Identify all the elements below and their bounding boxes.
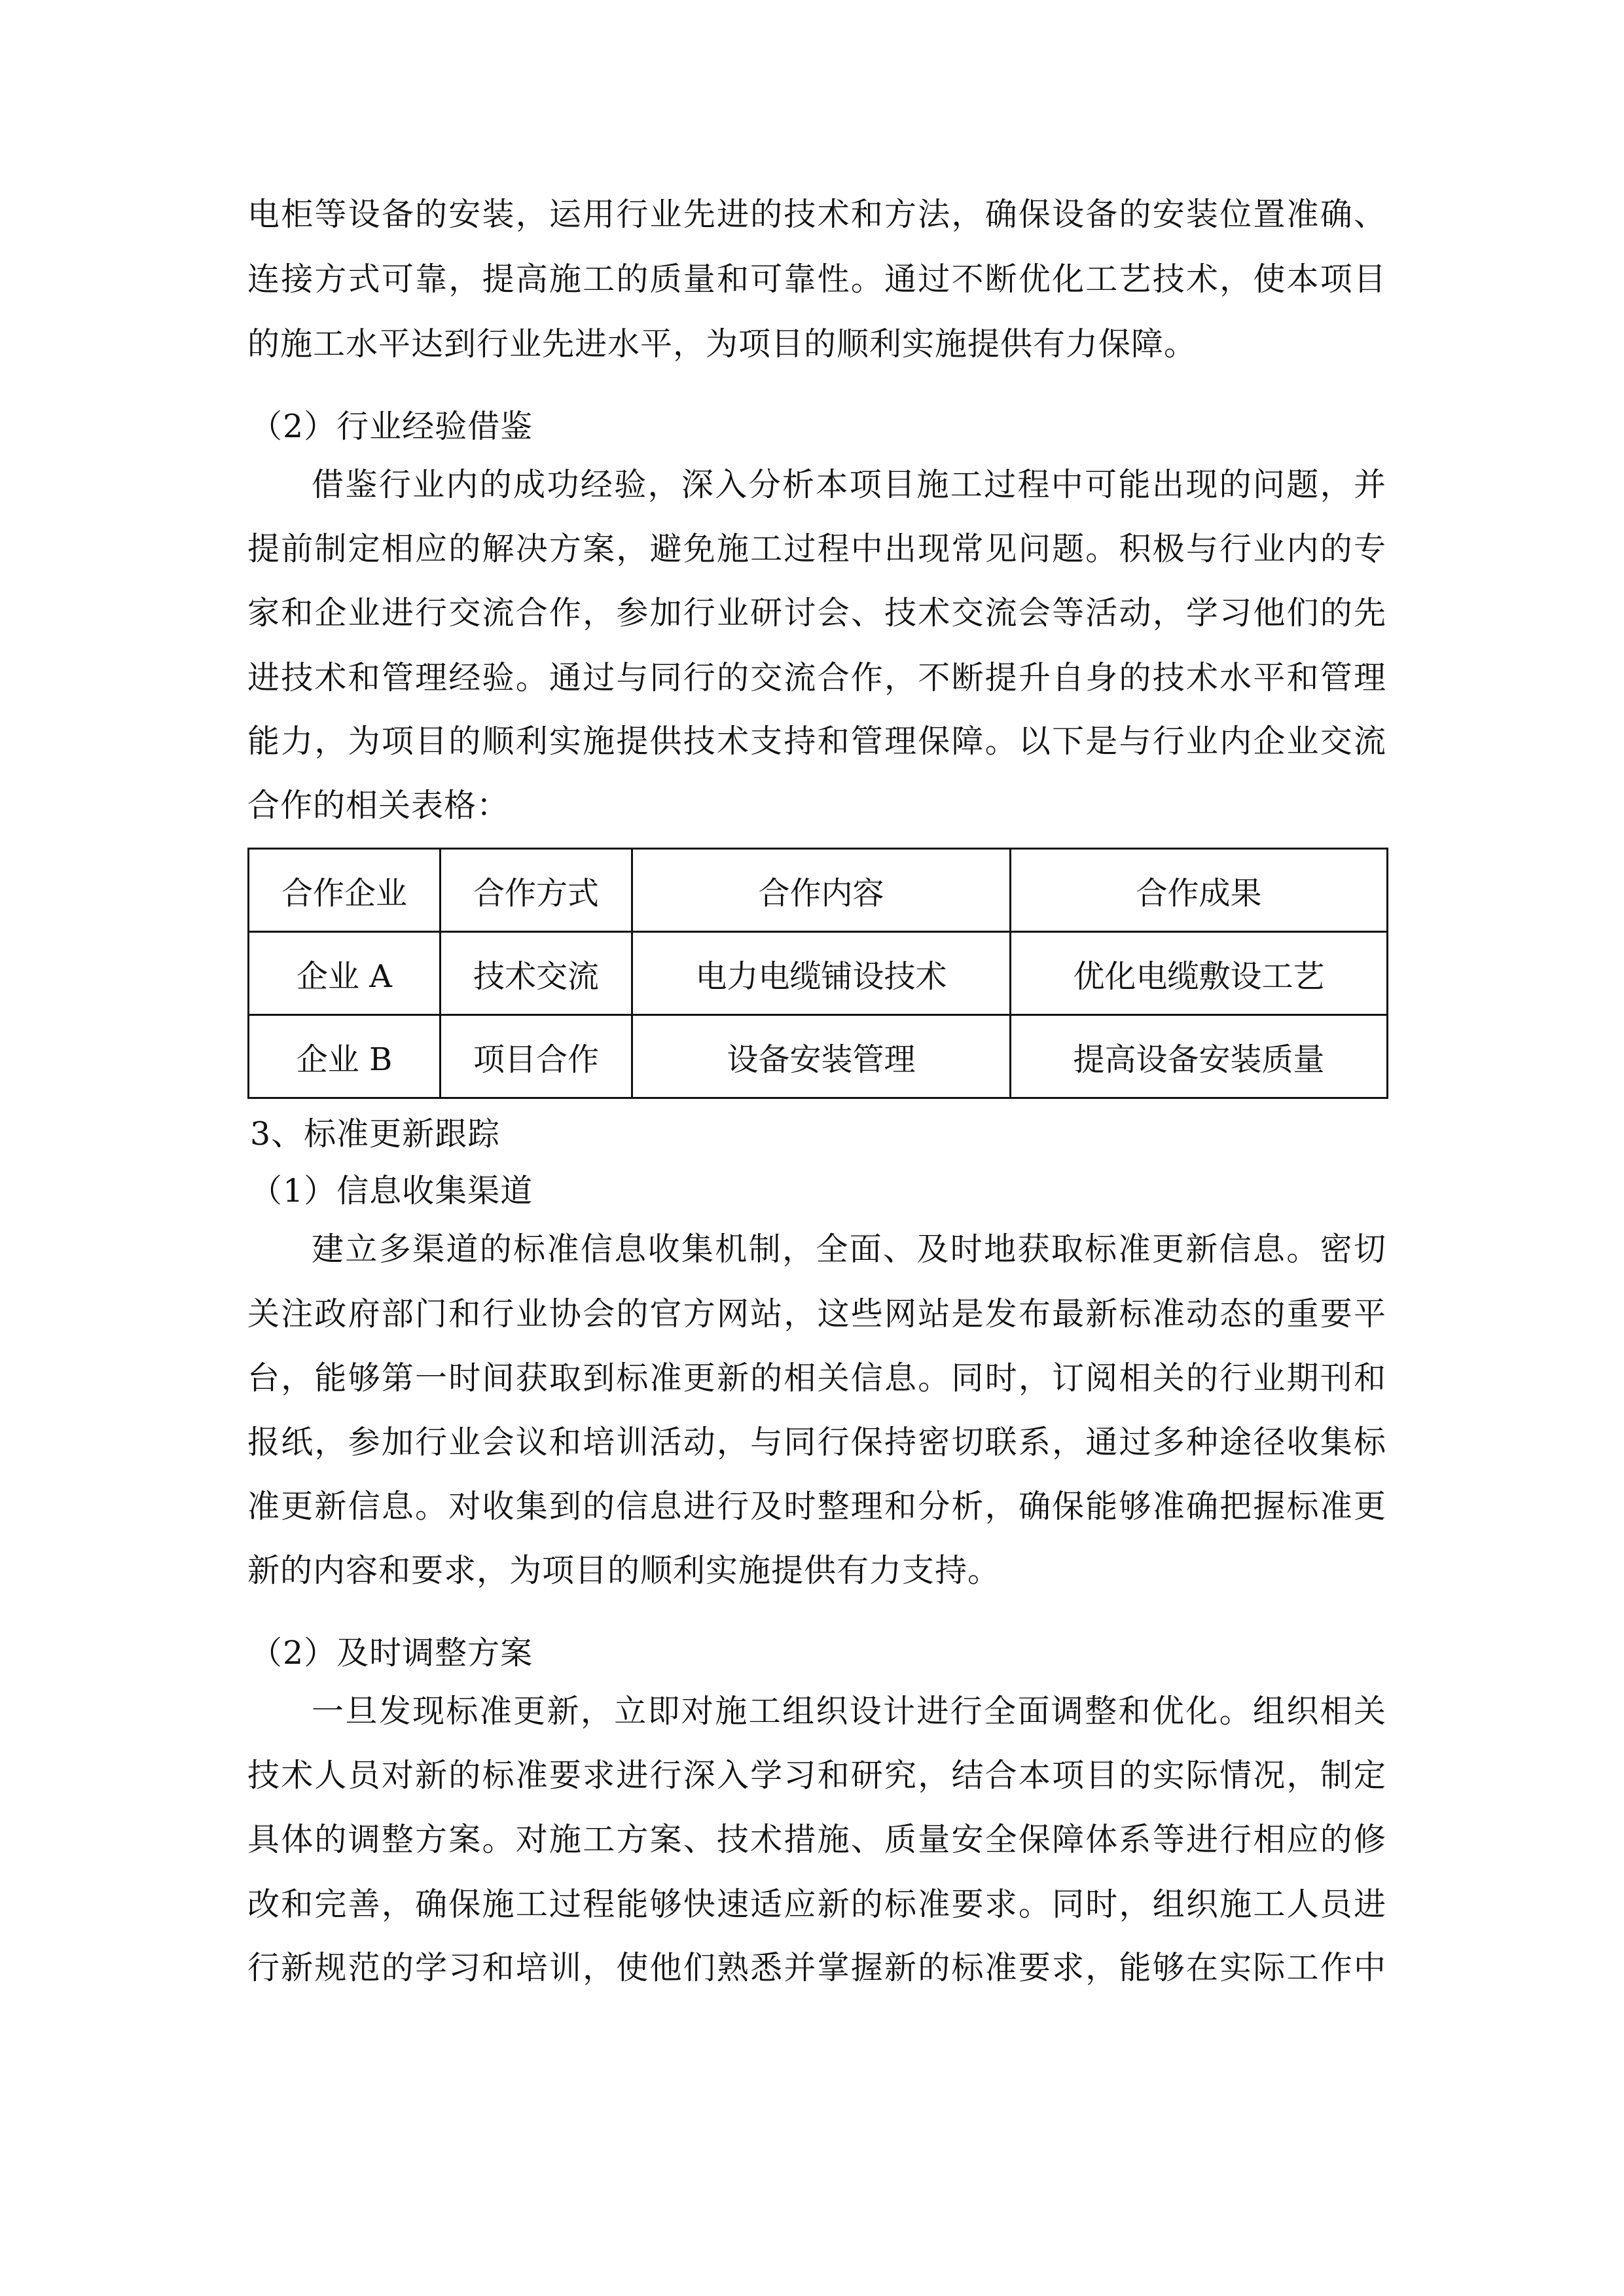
- paragraph-4-line-1: 一旦发现标准更新，立即对施工组织设计进行全面调整和优化。组织相关: [312, 1693, 1386, 1730]
- paragraph-1-line-1: 电柜等设备的安装，运用行业先进的技术和方法，确保设备的安装位置准确、: [247, 196, 1386, 233]
- paragraph-4-line-4: 改和完善，确保施工过程能够快速适应新的标准要求。同时，组织施工人员进: [247, 1886, 1386, 1923]
- paragraph-2-line-1: 借鉴行业内的成功经验，深入分析本项目施工过程中可能出现的问题，并: [312, 466, 1386, 503]
- table-cell: 项目合作: [441, 1015, 632, 1098]
- table-cell: 提高设备安装质量: [1011, 1015, 1388, 1098]
- table-cell: 企业 B: [249, 1015, 441, 1098]
- paragraph-4-line-2: 技术人员对新的标准要求进行深入学习和研究，结合本项目的实际情况，制定: [247, 1757, 1386, 1794]
- paragraph-2-line-5: 能力，为项目的顺利实施提供技术支持和管理保障。以下是与行业内企业交流: [247, 723, 1386, 760]
- paragraph-1-line-3: 的施工水平达到行业先进水平，为项目的顺利实施提供有力保障。: [247, 325, 1197, 363]
- table-cell: 技术交流: [441, 932, 632, 1015]
- paragraph-3-line-2: 关注政府部门和行业协会的官方网站，这些网站是发布最新标准动态的重要平: [247, 1295, 1386, 1333]
- paragraph-2-line-2: 提前制定相应的解决方案，避免施工过程中出现常见问题。积极与行业内的专: [247, 530, 1386, 567]
- paragraph-3-line-4: 报纸，参加行业会议和培训活动，与同行保持密切联系，通过多种途径收集标: [247, 1424, 1386, 1461]
- paragraph-3-line-3: 台，能够第一时间获取到标准更新的相关信息。同时，订阅相关的行业期刊和: [247, 1359, 1386, 1397]
- table-header-cell: 合作方式: [441, 849, 632, 932]
- heading-adjust-plan: （2）及时调整方案: [250, 1634, 533, 1672]
- table-cell: 优化电缆敷设工艺: [1011, 932, 1388, 1015]
- table-row: [249, 932, 1388, 1015]
- table-header-cell: 合作成果: [1011, 849, 1388, 932]
- paragraph-3-line-1: 建立多渠道的标准信息收集机制，全面、及时地获取标准更新信息。密切: [312, 1230, 1386, 1268]
- table-cell: 设备安装管理: [632, 1015, 1011, 1098]
- paragraph-2-line-4: 进技术和管理经验。通过与同行的交流合作，不断提升自身的技术水平和管理: [247, 659, 1386, 696]
- paragraph-2-line-6: 合作的相关表格：: [247, 787, 510, 824]
- paragraph-4-line-3: 具体的调整方案。对施工方案、技术措施、质量安全保障体系等进行相应的修: [247, 1821, 1386, 1858]
- heading-info-channels: （1）信息收集渠道: [250, 1172, 533, 1210]
- section-3-heading: 3、标准更新跟踪: [250, 1115, 501, 1153]
- table-header-cell: 合作内容: [632, 849, 1011, 932]
- paragraph-3-line-5: 准更新信息。对收集到的信息进行及时整理和分析，确保能够准确把握标准更: [247, 1488, 1386, 1525]
- table-row: [249, 1015, 1388, 1098]
- heading-industry-experience: （2）行业经验借鉴: [250, 408, 533, 445]
- paragraph-4-line-5: 行新规范的学习和培训，使他们熟悉并掌握新的标准要求，能够在实际工作中: [247, 1949, 1386, 1986]
- paragraph-3-line-6: 新的内容和要求，为项目的顺利实施提供有力支持。: [247, 1552, 1001, 1589]
- table-cell: 企业 A: [249, 932, 441, 1015]
- paragraph-2-line-3: 家和企业进行交流合作，参加行业研讨会、技术交流会等活动，学习他们的先: [247, 594, 1386, 632]
- paragraph-1-line-2: 连接方式可靠，提高施工的质量和可靠性。通过不断优化工艺技术，使本项目: [247, 260, 1386, 298]
- table-header-cell: 合作企业: [249, 849, 441, 932]
- table-header-row: [249, 849, 1388, 932]
- table-cell: 电力电缆铺设技术: [632, 932, 1011, 1015]
- cooperation-table: [247, 848, 1388, 1099]
